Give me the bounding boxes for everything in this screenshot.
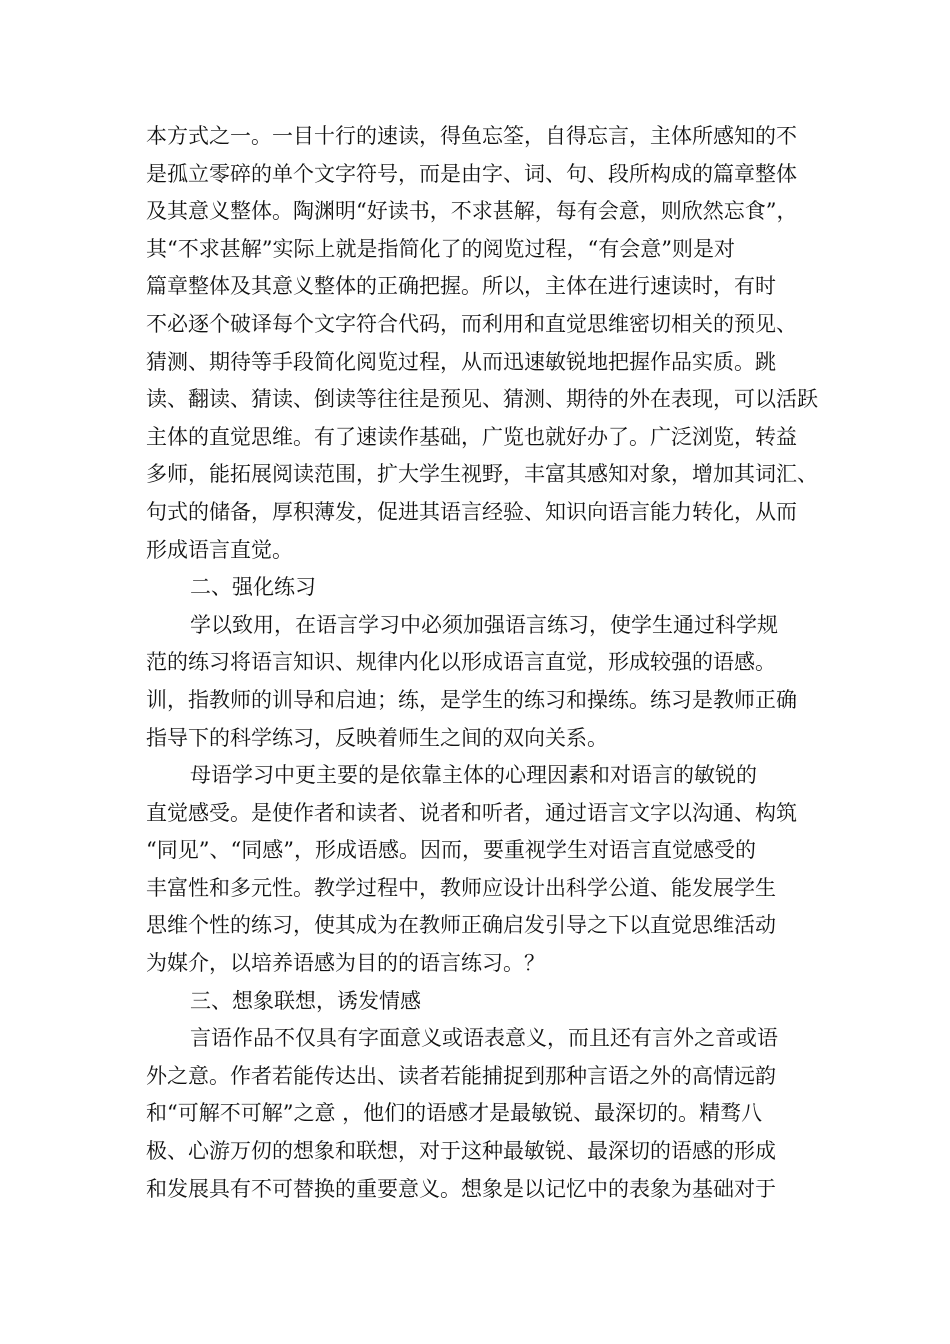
text-line: 思维个性的练习，使其成为在教师正确启发引导之下以直觉思维活动: [146, 913, 776, 938]
text-line: 形成语言直觉。: [146, 537, 293, 562]
text-line: 三、想象联想，诱发情感: [190, 988, 421, 1013]
text-line: 外之意。作者若能传达出、读者若能捕捉到那种言语之外的高情远韵: [146, 1063, 776, 1088]
text-line: 丰富性和多元性。教学过程中，教师应设计出科学公道、能发展学生: [146, 875, 776, 900]
text-line: 其“不求甚解”实际上就是指简化了的阅览过程，“有会意”则是对: [146, 236, 735, 261]
text-line: 二、强化练习: [190, 575, 316, 600]
text-line: 多师，能拓展阅读范围，扩大学生视野，丰富其感知对象，增加其词汇、: [146, 462, 818, 487]
text-line: 本方式之一。一目十行的速读，得鱼忘筌，自得忘言，主体所感知的不: [146, 124, 797, 148]
text-line: 言语作品不仅具有字面意义或语表意义，而且还有言外之音或语: [190, 1026, 778, 1051]
text-line: 直觉感受。是使作者和读者、说者和听者，通过语言文字以沟通、构筑: [146, 800, 797, 825]
text-line: 不必逐个破译每个文字符合代码，而利用和直觉思维密切相关的预见、: [146, 311, 797, 336]
text-line: 范的练习将语言知识、规律内化以形成语言直觉，形成较强的语感。: [146, 650, 776, 675]
text-line: 是孤立零碎的单个文字符号，而是由字、词、句、段所构成的篇章整体: [146, 161, 797, 186]
text-line: 极、心游万仞的想象和联想，对于这种最敏锐、最深切的语感的形成: [146, 1139, 776, 1164]
document-body: [146, 118, 818, 1208]
text-line: 母语学习中更主要的是依靠主体的心理因素和对语言的敏锐的: [190, 763, 757, 788]
text-line: 篇章整体及其意义整体的正确把握。所以，主体在进行速读时，有时: [146, 274, 776, 299]
text-line: 指导下的科学练习，反映着师生之间的双向关系。: [146, 725, 608, 750]
text-line: 读、翻读、猜读、倒读等往往是预见、猜测、期待的外在表现，可以活跃: [146, 387, 818, 412]
text-line: 句式的储备，厚积薄发，促进其语言经验、知识向语言能力转化，从而: [146, 499, 797, 524]
text-line: 为媒介，以培养语感为目的的语言练习。？: [146, 951, 545, 976]
text-line: 及其意义整体。陶渊明“好读书，不求甚解，每有会意，则欣然忘食”，: [146, 199, 798, 224]
text-line: 学以致用，在语言学习中必须加强语言练习，使学生通过科学规: [190, 612, 778, 637]
text-line: 主体的直觉思维。有了速读作基础，广览也就好办了。广泛浏览，转益: [146, 424, 797, 449]
text-line: 训，指教师的训导和启迪；练，是学生的练习和操练。练习是教师正确: [146, 687, 797, 712]
text-line: 猜测、期待等手段简化阅览过程，从而迅速敏锐地把握作品实质。跳: [146, 349, 776, 374]
text-line: 和发展具有不可替换的重要意义。想象是以记忆中的表象为基础对于: [146, 1176, 776, 1201]
text-line: “同见”、“同感”，形成语感。因而，要重视学生对语言直觉感受的: [146, 838, 756, 863]
text-line: 和“可解不可解”之意 ，他们的语感才是最敏锐、最深切的。精骛八: [146, 1101, 763, 1126]
